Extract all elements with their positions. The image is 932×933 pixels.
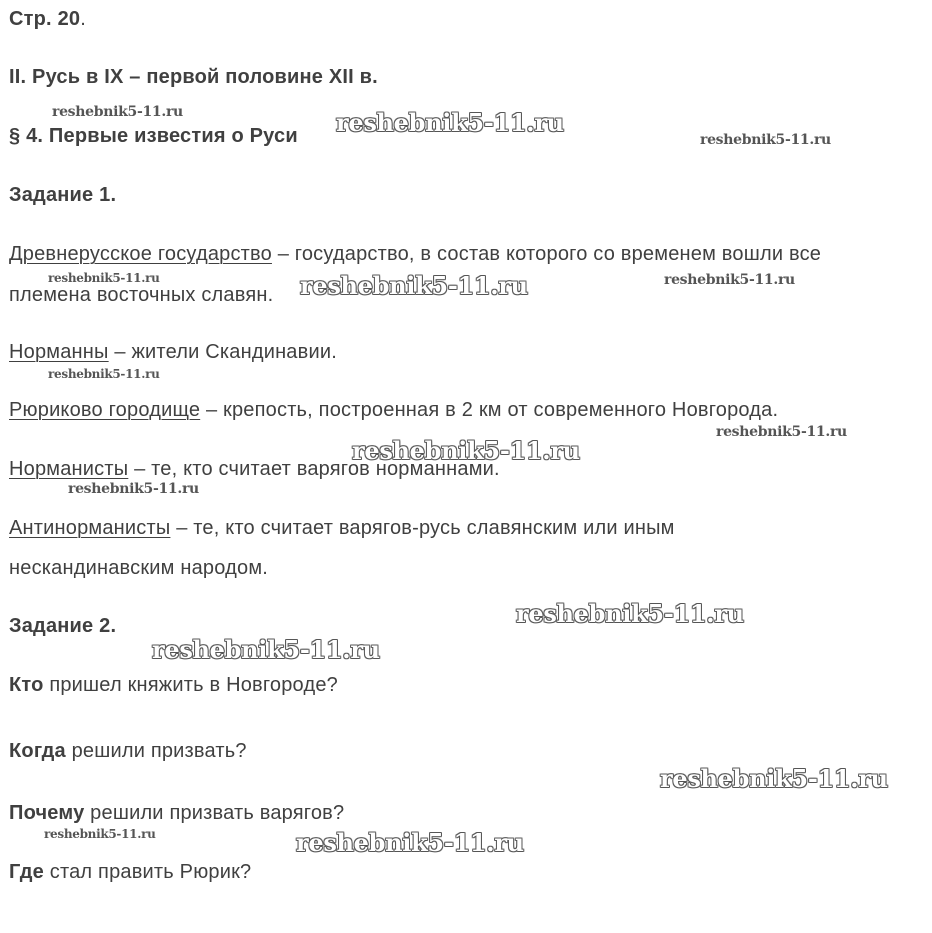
watermark-text: reshebnik5-11.ru — [48, 367, 160, 381]
watermark-text: reshebnik5-11.ru — [664, 272, 795, 288]
definition-5-continuation: нескандинавским народом. — [9, 557, 269, 579]
question-text: решили призвать варягов? — [84, 802, 345, 824]
page-ref-text: Стр. 20 — [9, 8, 81, 30]
question-3 — [9, 801, 344, 825]
watermark-text: reshebnik5-11.ru — [48, 271, 160, 285]
definition-term: Норманисты — [9, 458, 129, 480]
definition-text: – государство, в состав которого со временем вошли все — [271, 243, 822, 265]
watermark-text: reshebnik5-11.ru — [68, 481, 199, 497]
watermark-text: reshebnik5-11.ru — [296, 828, 524, 857]
definition-text: – те, кто считает варягов норманнами. — [128, 458, 500, 480]
definition-4 — [9, 457, 500, 481]
watermark-text: reshebnik5-11.ru — [352, 436, 580, 465]
watermark-text: reshebnik5-11.ru — [52, 104, 183, 120]
question-4 — [9, 860, 251, 884]
watermark-text: reshebnik5-11.ru — [44, 827, 156, 841]
watermark-text: reshebnik5-11.ru — [660, 764, 888, 793]
definition-1-continuation: племена восточных славян. — [9, 284, 274, 306]
question-text: пришел княжить в Новгороде? — [43, 674, 338, 696]
watermark-text: reshebnik5-11.ru — [336, 108, 564, 137]
watermark-text: reshebnik5-11.ru — [716, 424, 847, 440]
question-text: решили призвать? — [65, 740, 247, 762]
page-ref — [9, 7, 86, 31]
paragraph-title: § 4. Первые известия о Руси — [9, 125, 298, 147]
definition-text: – те, кто считает варягов-русь славянским или иным — [170, 517, 675, 539]
watermark-text: reshebnik5-11.ru — [516, 599, 744, 628]
question-keyword: Когда — [9, 740, 66, 762]
watermark-text: reshebnik5-11.ru — [700, 132, 831, 148]
question-2 — [9, 739, 247, 763]
definition-text: – жители Скандинавии. — [108, 341, 337, 363]
section-title: II. Русь в IX – первой половине XII в. — [9, 66, 378, 88]
question-keyword: Почему — [9, 802, 85, 824]
definition-3 — [9, 398, 778, 422]
definition-term: Рюриково городище — [9, 399, 201, 421]
definition-5 — [9, 516, 675, 540]
question-keyword: Где — [9, 861, 44, 883]
definition-term: Антинорманисты — [9, 517, 171, 539]
page-ref-dot: . — [80, 8, 86, 30]
question-text: стал править Рюрик? — [44, 861, 252, 883]
definition-1 — [9, 242, 821, 266]
watermark-text: reshebnik5-11.ru — [152, 635, 380, 664]
definition-text: – крепость, построенная в 2 км от современного Новгорода. — [200, 399, 779, 421]
task1-title: Задание 1. — [9, 184, 117, 206]
definition-term: Древнерусское государство — [9, 243, 272, 265]
definition-term: Норманны — [9, 341, 109, 363]
question-1 — [9, 673, 338, 697]
question-keyword: Кто — [9, 674, 44, 696]
task2-title: Задание 2. — [9, 615, 117, 637]
watermark-text: reshebnik5-11.ru — [300, 271, 528, 300]
definition-2 — [9, 340, 337, 364]
